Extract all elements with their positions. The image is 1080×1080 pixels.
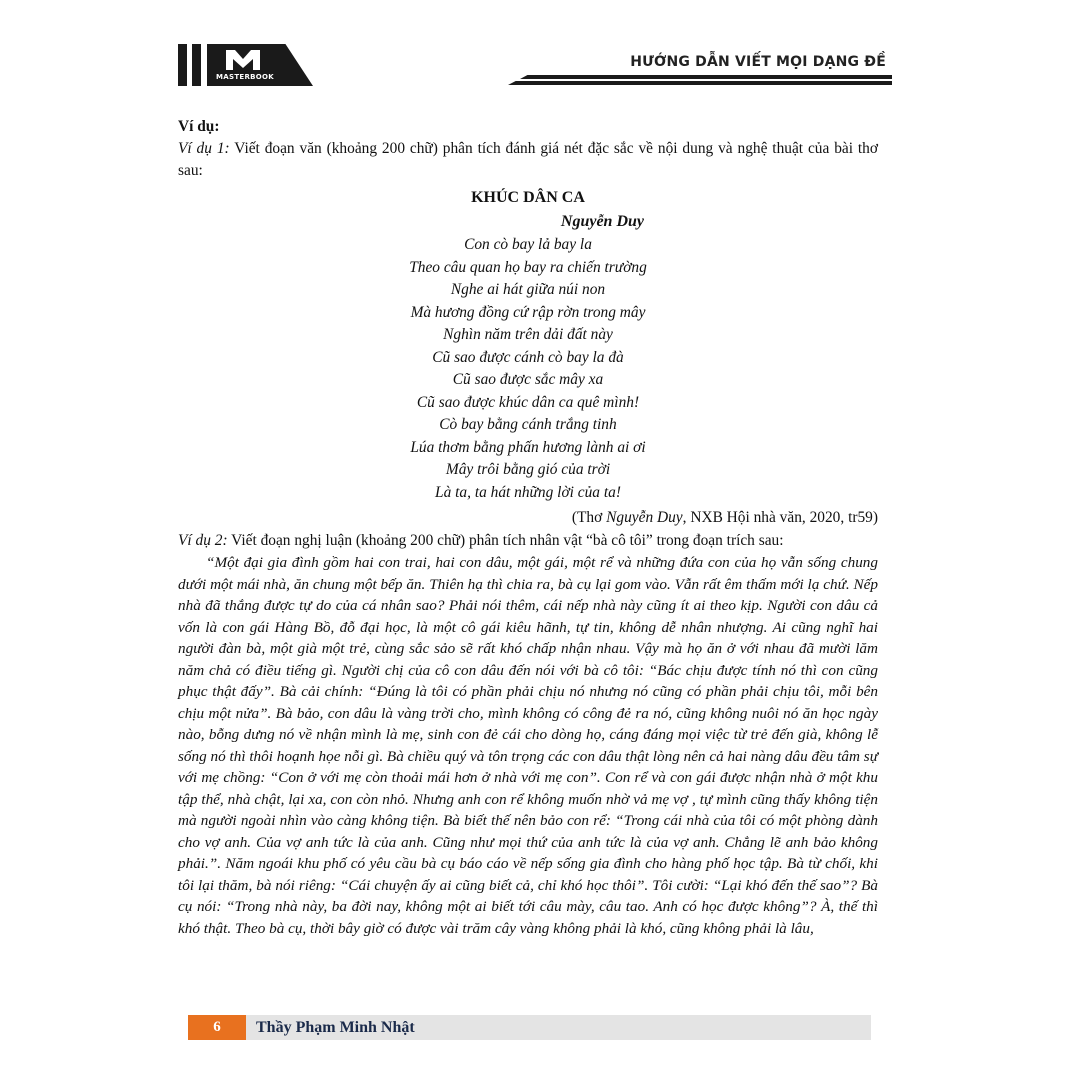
page-content — [178, 116, 878, 939]
section-heading: Ví dụ: — [178, 118, 220, 135]
poem-line: Là ta, ta hát những lời của ta! — [435, 483, 621, 501]
poem-line: Nghìn năm trên dải đất này — [443, 326, 613, 343]
example-2-label: Ví dụ 2: — [178, 532, 228, 549]
source-author: Nguyễn Duy — [606, 509, 683, 526]
poem-body — [178, 234, 878, 504]
example-1-label: Ví dụ 1: — [178, 140, 230, 157]
poem-line: Mây trôi bằng gió của trời — [445, 461, 611, 478]
poem-line: Cũ sao được sắc mây xa — [452, 371, 604, 388]
header-rule-top — [520, 75, 892, 79]
poem-line: Lúa thơm bằng phấn hương lành ai ơi — [410, 438, 646, 456]
source-suffix: , NXB Hội nhà văn, 2020, tr59) — [682, 509, 878, 526]
poem-source — [178, 506, 878, 530]
header-rule-bottom — [508, 81, 892, 85]
footer-author: Thầy Phạm Minh Nhật — [256, 1019, 415, 1036]
example-1-prompt — [178, 138, 878, 182]
poem-line: Nghe ai hát giữa núi non — [450, 281, 606, 298]
example-2-text: Viết đoạn nghị luận (khoảng 200 chữ) phân tích nhân vật “bà cô tôi” trong đoạn trích sau: — [227, 532, 784, 549]
header-bar-left — [178, 44, 187, 86]
example-1-text: Viết đoạn văn (khoảng 200 chữ) phân tích đánh giá nét đặc sắc về nội dung và nghệ thuật của bài thơ sau: — [178, 140, 878, 179]
poem-line: Cò bay bằng cánh trắng tinh — [439, 416, 617, 433]
poem-line: Cũ sao được cánh cò bay la đà — [432, 348, 624, 366]
book-m-icon — [223, 46, 263, 72]
excerpt-text: “Một đại gia đình gồm hai con trai, hai con dâu, một gái, một rể và những đứa con của họ vẫn sống chung dưới một mái nhà, ăn chung một bếp ăn. Thiên hạ thì chia ra, bà cụ lại gom vào. Vẫn rất êm thấm mới lạ chứ. Nếp nhà đã thắng được tự do của cá nhân sao? Phải nói thêm, cái nếp nhà này cũng ít ai theo kịp. Người con dâu cả vốn là con gái Hàng Bồ, đỗ đại học, là một cô gái kiêu hãnh, tự tin, không dễ nhân nhượng. Ai cũng nghĩ hai người đàn bà, một già một trẻ, cùng sắc sảo sẽ rất khó chấp nhận nhau. Vậy mà họ ăn ở với nhau đã mười lăm năm chả có điều tiếng gì. Người chị của cô con dâu đến nói với bà cô tôi: “Bác chịu được tính nó thì con cũng phục thật đấy”. Bà cải chính: “Đúng là tôi có phần phải chịu nó nhưng nó cũng có phần phải chịu tôi, mỗi bên chịu một nửa”. Bà bảo, con dâu là vàng trời cho, mình không có công đẻ ra nó, cũng không nuôi nó ăn học ngày nào, bỗng dưng nó về nhận mình là mẹ, sinh con đẻ cái cho dòng họ, cáng đáng mọi việc từ trẻ đến già, không lễ sống nó thì thôi hoạnh họe nỗi gì. Bà chiều quý và tôn trọng các con dâu thật lòng nên cả hai nàng dâu đều tâm sự với mẹ chồng: “Con ở với mẹ còn thoải mái hơn ở nhà với mẹ con”. Con rể và con gái được nhận nhà ở một khu tập thể, nhà chật, lại xa, con còn nhỏ. Nhưng anh con rể không muốn nhờ vả mẹ vợ , tự mình cũng thấy không tiện mà người ngoài nhìn vào càng không tiện. Bà biết thế nên bảo con rể: “Trong cái nhà của tôi có một phòng dành cho vợ anh. Của vợ anh tức là của anh. Cũng như mọi thứ của anh tức là của vợ anh. Chẳng lẽ anh bảo không phải.”. Năm ngoái khu phố có yêu cầu bà cụ báo cáo về nếp sống gia đình cho hàng phố học tập. Bà từ chối, khi tôi lại thăm, bà nói riêng: “Cái chuyện ấy ai cũng biết cả, chỉ khó học thôi”. Tôi cười: “Lại khó đến thế sao”? Bà cụ nói: “Trong nhà này, ba đời nay, không một ai biết tới câu mày, câu tao. Anh có học được không”? À, thế thì khó thật. Theo bà cụ, thời bây giờ có được vài trăm cây vàng không phải là khó, cũng không phải là lâu, — [178, 554, 878, 937]
poem-title: KHÚC DÂN CA — [471, 189, 585, 206]
example-2-prompt — [178, 530, 878, 552]
poem-line: Theo câu quan họ bay ra chiến trường — [409, 258, 647, 276]
page-number: 6 — [188, 1015, 246, 1040]
poem-author: Nguyễn Duy — [560, 213, 644, 230]
poem-line: Con cò bay lả bay la — [464, 236, 592, 253]
poem-line: Cũ sao được khúc dân ca quê mình! — [416, 393, 640, 411]
poem-line: Mà hương đồng cứ rập rờn trong mây — [410, 303, 646, 321]
header-bar-right — [192, 44, 201, 86]
header-title: HƯỚNG DẪN VIẾT MỌI DẠNG ĐỀ — [630, 54, 886, 70]
source-prefix: (Thơ — [571, 509, 607, 526]
brand-name: MASTERBOOK — [216, 73, 275, 81]
